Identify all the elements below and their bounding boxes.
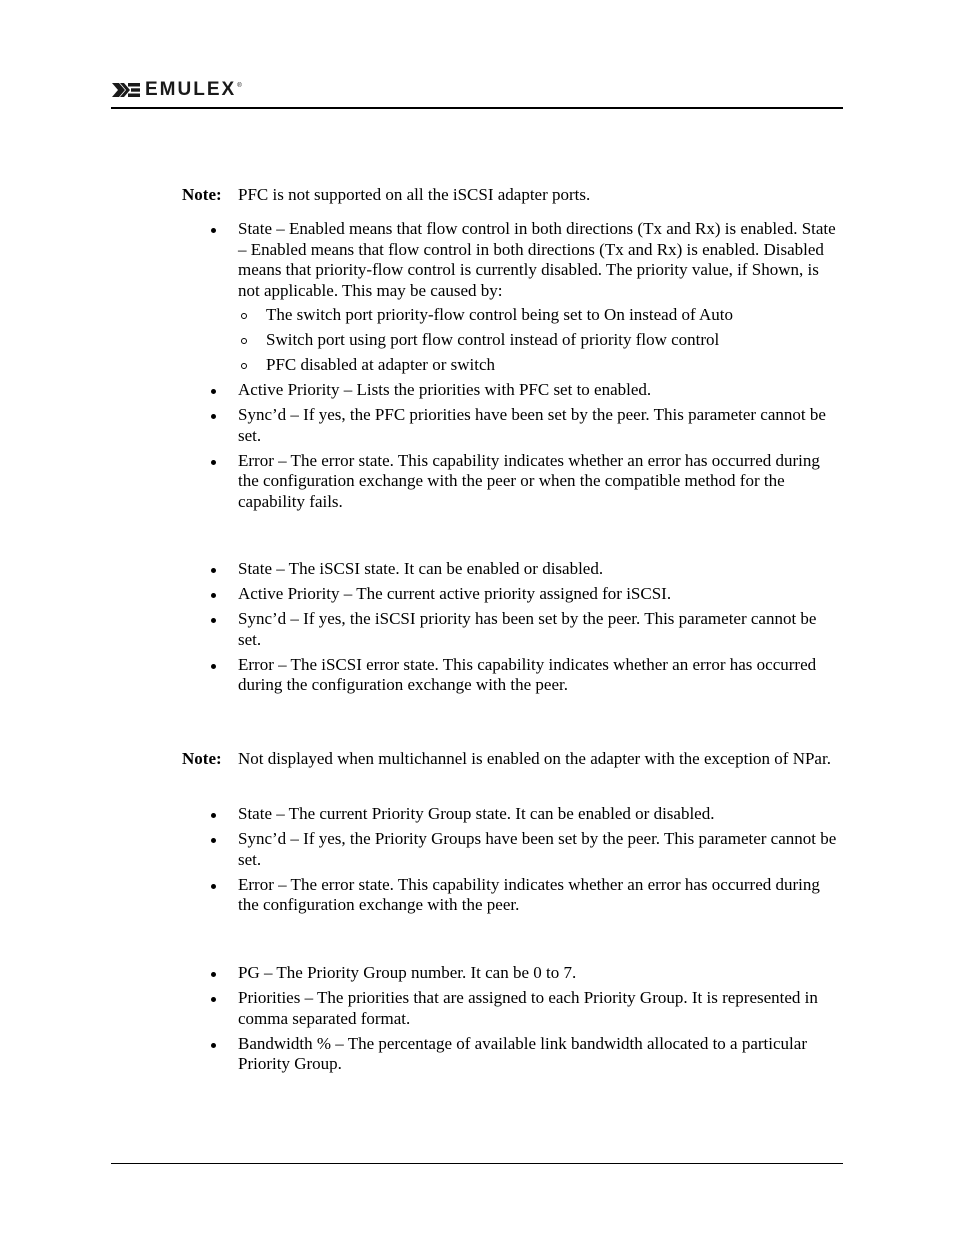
list-item: [208, 219, 843, 376]
list-item: Error – The error state. This capability indicates whether an error has occurred during the configuration exchange with the peer or when the compatible method for the capability fails.: [208, 451, 843, 513]
pg-table-list: [208, 963, 843, 1079]
note-label: Note:: [182, 749, 222, 768]
list-item: Sync’d – If yes, the Priority Groups have been set by the peer. This parameter cannot be set.: [208, 829, 843, 870]
brand-name: EMULEX: [145, 79, 237, 100]
page-header: [111, 80, 242, 100]
note-label: Note:: [182, 185, 222, 204]
list-item: Bandwidth % – The percentage of available link bandwidth allocated to a particular Priority Group.: [208, 1034, 843, 1075]
sub-list-item: The switch port priority-flow control being set to On instead of Auto: [238, 305, 843, 326]
sub-list-item: PFC disabled at adapter or switch: [238, 355, 843, 376]
list-item: Error – The error state. This capability indicates whether an error has occurred during the configuration exchange with the peer.: [208, 875, 843, 916]
list-item: State – The current Priority Group state. It can be enabled or disabled.: [208, 804, 843, 825]
iscsi-list: [208, 559, 843, 700]
emulex-logo-icon: [111, 80, 141, 100]
note-text: Not displayed when multichannel is enabled on the adapter with the exception of NPar.: [238, 749, 831, 768]
list-item: PG – The Priority Group number. It can be 0 to 7.: [208, 963, 843, 984]
cause-sublist: [238, 305, 843, 376]
note-text: PFC is not supported on all the iSCSI adapter ports.: [238, 185, 591, 204]
list-item: Priorities – The priorities that are assigned to each Priority Group. It is represented in comma separated format.: [208, 988, 843, 1029]
list-item: Sync’d – If yes, the iSCSI priority has been set by the peer. This parameter cannot be set.: [208, 609, 843, 650]
pfc-list: [208, 219, 843, 517]
list-item: Error – The iSCSI error state. This capability indicates whether an error has occurred during the configuration exchange with the peer.: [208, 655, 843, 696]
pg-list: [208, 804, 843, 920]
list-item: State – The iSCSI state. It can be enabled or disabled.: [208, 559, 843, 580]
list-item: Active Priority – Lists the priorities with PFC set to enabled.: [208, 380, 843, 401]
sub-list-item: Switch port using port flow control instead of priority flow control: [238, 330, 843, 351]
list-item-text: State – Enabled means that flow control in both directions (Tx and Rx) is enabled. State – Enabled means that flow control in both directions (Tx and Rx) is enabled. Disabled means that priority-flow control is currently disabled. The priority value, if Shown, is not applicable. This may be caused by:: [238, 219, 836, 300]
pg-note: [182, 749, 842, 770]
trademark-mark: ®: [237, 83, 242, 89]
header-rule: [111, 107, 843, 109]
pfc-note: [182, 185, 842, 206]
list-item: Active Priority – The current active priority assigned for iSCSI.: [208, 584, 843, 605]
footer-rule: [111, 1163, 843, 1164]
list-item: Sync’d – If yes, the PFC priorities have been set by the peer. This parameter cannot be set.: [208, 405, 843, 446]
